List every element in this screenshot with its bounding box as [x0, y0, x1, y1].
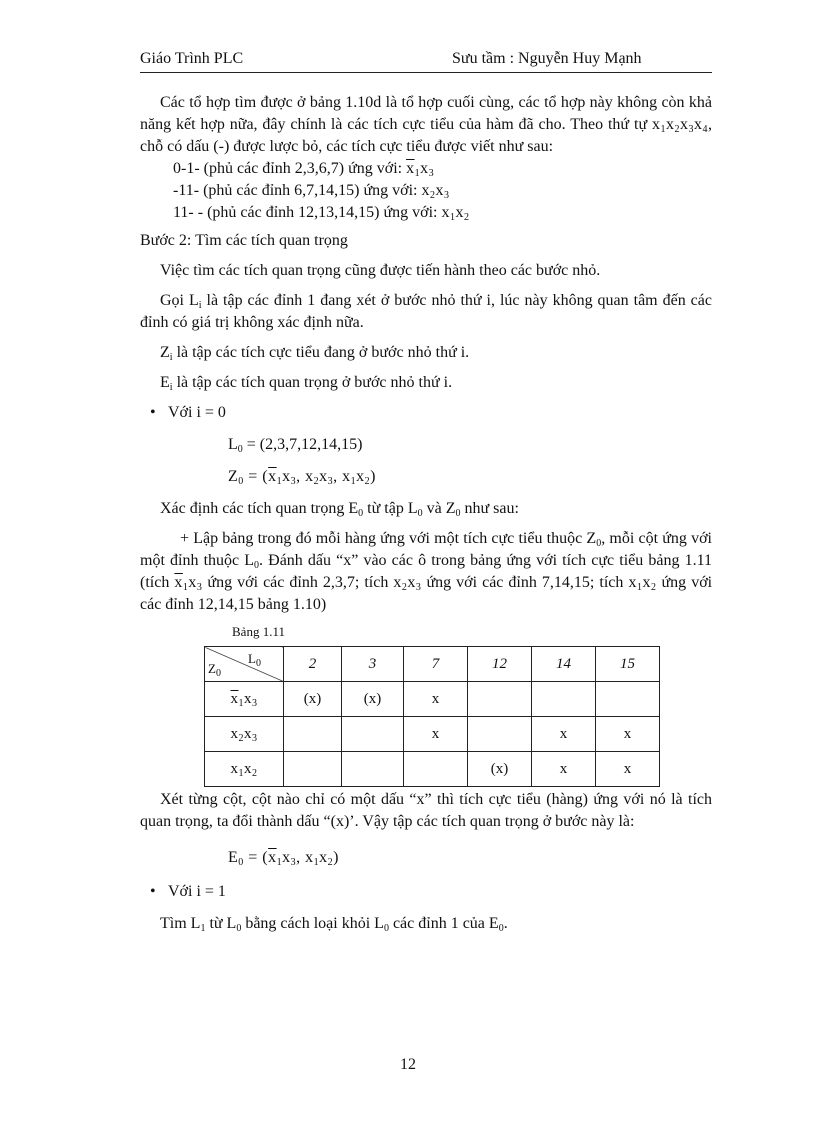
table-cell [284, 717, 342, 752]
table-cell: x [404, 717, 468, 752]
page-content [140, 92, 712, 935]
column-header: 2 [284, 647, 342, 682]
table-cell [284, 752, 342, 787]
equation-l0: $L_0 = (2,3,7,12,14,15)$ [228, 436, 363, 455]
paragraph-column-check: Xét từng cột, cột nào chỉ có một dấu “x” thì tích cực tiểu (hàng) ứng với nó là tích quan trọng, ta đổi thành dấu “(x)’. Vậy tập các tích quan trọng ở bước này là: [140, 791, 712, 830]
term-item-1: 0-1- (phủ các đỉnh 2,3,6,7) ứng với: $\overline{x}_1x_3$ [173, 160, 435, 179]
page-header [140, 48, 712, 73]
table-cell [404, 752, 468, 787]
header-title: Giáo Trình PLC [140, 50, 244, 67]
bullet-dot-icon: • [150, 404, 156, 421]
equation-z0: $Z_0 = (\overline{x}_1x_3$, $x_2x_3$, $x_1x_2$) [228, 468, 376, 487]
bullet-i0: • Với i = 0 [140, 402, 712, 424]
coverage-table [204, 646, 660, 787]
table-cell: x [532, 752, 596, 787]
math-term-1: $\overline{x}_1x_3$ [406, 160, 435, 179]
table-cell [468, 717, 532, 752]
bullet-i1: • Với i = 1 [140, 881, 712, 903]
paragraph-steps: Việc tìm các tích quan trọng cũng được tiến hành theo các bước nhỏ. [160, 262, 601, 279]
paragraph-e0-determine: Xác định các tích quan trọng $E_0$ từ tập $L_0$ và $Z_0$ như sau: [160, 500, 519, 519]
table-cell: (x) [468, 752, 532, 787]
row-label-x1-x2: $x_1x_2$ [205, 752, 284, 787]
column-header: 14 [532, 647, 596, 682]
column-header: 12 [468, 647, 532, 682]
table-cell [532, 682, 596, 717]
table-row [205, 682, 660, 717]
table-corner-cell [205, 647, 284, 682]
paragraph-intro: Các tổ hợp tìm được ở bảng 1.10d là tổ hợp cuối cùng, các tổ hợp này không còn khả năng kết hợp nữa, đây chính là các tích cực tiểu của hàm đã cho. Theo thứ tự $x_1x_2x_3x_4$, chỗ có dấu (-) được lược bỏ, các tích cực tiểu được viết như sau: [140, 94, 713, 155]
paragraph-find-l1: Tìm $L_1$ từ $L_0$ bằng cách loại khỏi $L_0$ các đỉnh 1 của $E_0$. [160, 915, 508, 934]
column-header: 15 [596, 647, 660, 682]
table-cell: x [596, 752, 660, 787]
paragraph-li-def: Gọi $L_i$ là tập các đỉnh 1 đang xét ở bước nhỏ thứ i, lúc này không quan tâm đến các đỉnh có giá trị không xác định nữa. [140, 292, 712, 331]
term-item-3: 11- - (phủ các đỉnh 12,13,14,15) ứng với: $x_1x_2$ [173, 204, 470, 223]
table-header-row [205, 647, 660, 682]
corner-z0-label: $Z_0$ [208, 661, 221, 679]
table-cell [596, 682, 660, 717]
column-header: 7 [404, 647, 468, 682]
paragraph-zi-def: $Z_i$ là tập các tích cực tiểu đang ở bước nhỏ thứ i. [160, 344, 470, 363]
table-cell [468, 682, 532, 717]
math-term-3: $x_1x_2$ [441, 204, 470, 223]
corner-l0-label: $L_0$ [248, 651, 261, 669]
table-row [205, 752, 660, 787]
header-author: Sưu tầm : Nguyễn Huy Mạnh [452, 50, 642, 67]
math-x1x2x3x4: $x_1x_2x_3x_4$ [652, 116, 709, 135]
table-cell: x [596, 717, 660, 752]
page-number: 12 [400, 1056, 416, 1073]
table-caption: Bảng 1.11 [232, 624, 285, 639]
table-cell: (x) [284, 682, 342, 717]
bullet-dot-icon: • [150, 883, 156, 900]
column-header: 3 [342, 647, 404, 682]
table-cell: (x) [342, 682, 404, 717]
paragraph-table-setup: + Lập bảng trong đó mỗi hàng ứng với một tích cực tiểu thuộc $Z_0$, mỗi cột ứng với một đỉnh thuộc $L_0$. Đánh dấu “x” vào các ô trong bảng ứng với tích cực tiểu bảng 1.11 (tích $\overline{x}_1x_3$ ứng với các đỉnh 2,3,7; tích $x_2x_3$ ứng với các đỉnh 7,14,15; tích $x_1x_2$ ứng với các đỉnh 12,14,15 bảng 1.10) [140, 530, 713, 613]
table-row [205, 717, 660, 752]
math-term-2: $x_2x_3$ [421, 182, 450, 201]
step2-heading: Bước 2: Tìm các tích quan trọng [140, 232, 348, 249]
table-cell: x [532, 717, 596, 752]
table-cell [342, 717, 404, 752]
table-cell [342, 752, 404, 787]
term-item-2: -11- (phủ các đỉnh 6,7,14,15) ứng với: $x_2x_3$ [173, 182, 450, 201]
equation-e0: $E_0 = (\overline{x}_1x_3$, $x_1x_2$) [228, 849, 339, 868]
row-label-x2-x3: $x_2x_3$ [205, 717, 284, 752]
paragraph-ei-def: $E_i$ là tập các tích quan trọng ở bước nhỏ thứ i. [160, 374, 453, 393]
table-cell: x [404, 682, 468, 717]
row-label-x1bar-x3: $\overline{x}_1x_3$ [205, 682, 284, 717]
